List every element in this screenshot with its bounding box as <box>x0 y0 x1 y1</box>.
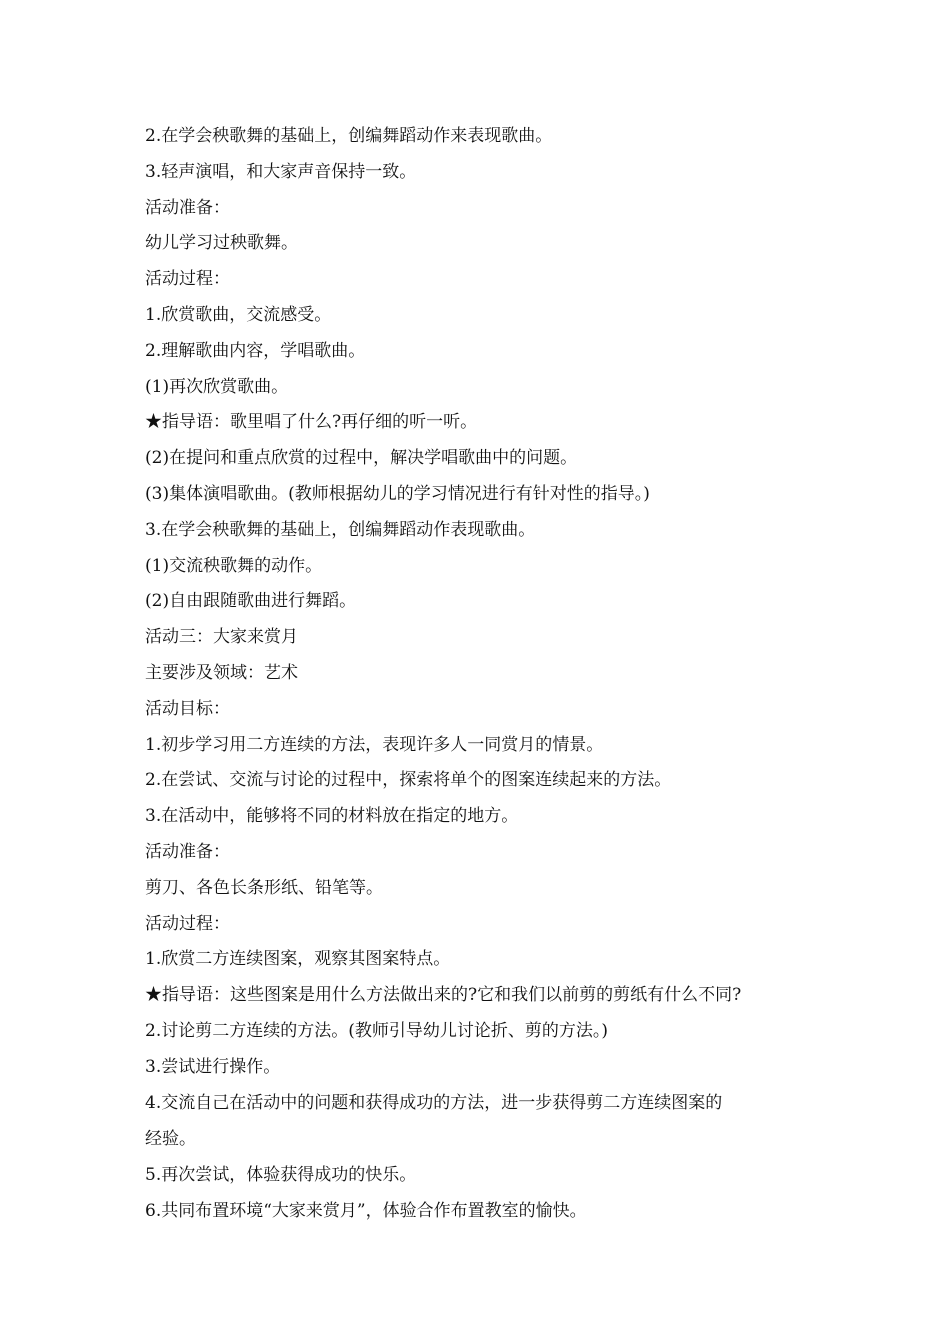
document-body <box>145 119 820 1230</box>
text-line: 3.尝试进行操作。 <box>145 1056 281 1077</box>
text-line: 2.理解歌曲内容，学唱歌曲。 <box>145 340 366 361</box>
section-heading: 活动准备： <box>145 197 230 218</box>
text-line: 6.共同布置环境“大家来赏月”，体验合作布置教室的愉快。 <box>145 1201 587 1222</box>
text-line: 1.欣赏歌曲，交流感受。 <box>145 304 332 325</box>
section-heading: 活动目标： <box>145 698 230 719</box>
guidance-line: ★指导语：歌里唱了什么?再仔细的听一听。 <box>145 412 478 433</box>
text-line: (2)在提问和重点欣赏的过程中，解决学唱歌曲中的问题。 <box>145 448 578 469</box>
text-line: 1.欣赏二方连续图案，观察其图案特点。 <box>145 949 451 970</box>
section-heading: 活动准备： <box>145 841 230 862</box>
section-heading: 活动过程： <box>145 913 230 934</box>
text-line: 3.在活动中，能够将不同的材料放在指定的地方。 <box>145 806 519 827</box>
text-line: (2)自由跟随歌曲进行舞蹈。 <box>145 591 357 612</box>
text-line: 4.交流自己在活动中的问题和获得成功的方法，进一步获得剪二方连续图案的 <box>145 1092 723 1113</box>
text-line: 3.轻声演唱，和大家声音保持一致。 <box>145 161 417 182</box>
guidance-line: ★指导语：这些图案是用什么方法做出来的?它和我们以前剪的剪纸有什么不同? <box>145 985 742 1006</box>
section-heading: 活动过程： <box>145 269 230 290</box>
text-line: 3.在学会秧歌舞的基础上，创编舞蹈动作表现歌曲。 <box>145 519 536 540</box>
text-line: 主要涉及领域：艺术 <box>145 662 298 683</box>
text-line: 1.初步学习用二方连续的方法，表现许多人一同赏月的情景。 <box>145 734 604 755</box>
text-line: 幼儿学习过秧歌舞。 <box>145 233 298 254</box>
text-line: 2.在学会秧歌舞的基础上，创编舞蹈动作来表现歌曲。 <box>145 126 553 146</box>
text-line: 2.讨论剪二方连续的方法。(教师引导幼儿讨论折、剪的方法。) <box>145 1020 608 1041</box>
text-line: (1)再次欣赏歌曲。 <box>145 376 289 397</box>
text-line: (3)集体演唱歌曲。(教师根据幼儿的学习情况进行有针对性的指导。) <box>145 483 650 504</box>
text-line-continuation: 经验。 <box>145 1129 196 1150</box>
activity-title: 活动三：大家来赏月 <box>145 627 298 648</box>
text-line: 2.在尝试、交流与讨论的过程中，探索将单个的图案连续起来的方法。 <box>145 770 672 791</box>
text-line: 5.再次尝试，体验获得成功的快乐。 <box>145 1165 417 1186</box>
text-line: (1)交流秧歌舞的动作。 <box>145 555 323 576</box>
text-line: 剪刀、各色长条形纸、铅笔等。 <box>145 877 383 898</box>
